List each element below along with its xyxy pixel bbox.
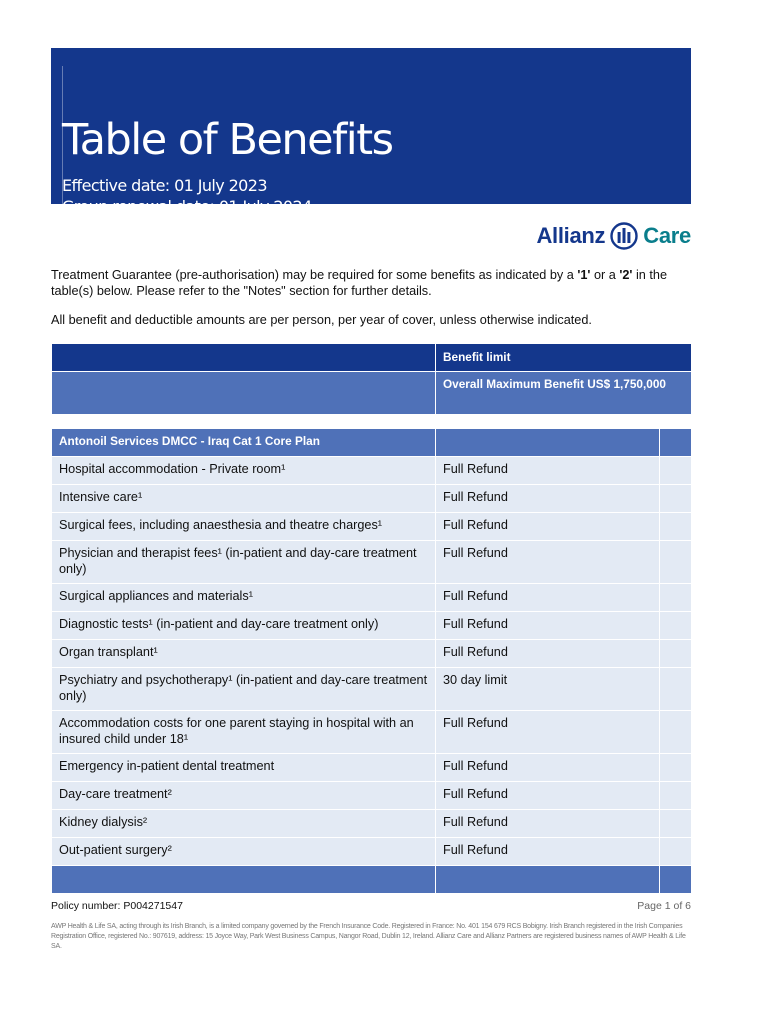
table-row <box>52 640 692 668</box>
benefit-name: Day-care treatment² <box>52 782 436 810</box>
policy-number: Policy number: P004271547 <box>51 900 183 912</box>
benefit-name: Psychiatry and psychotherapy¹ (in-patient and day-care treatment only) <box>52 668 436 711</box>
plan-header-extra <box>660 429 692 457</box>
benefit-extra <box>660 838 692 866</box>
benefit-extra <box>660 612 692 640</box>
summary-table <box>51 343 692 415</box>
legal-disclaimer: AWP Health & Life SA, acting through its Irish Branch, is a limited company governed by the French Insurance Code. Registered in France: No. 401 154 679 RCS Bobigny. Irish Branch registered in the Irish Companies Registration Office, registered No.: 907619, address: 15 Joyce Way, Park West Business Campus, Nangor Road, Dublin 12, Ireland. Allianz Care and Allianz Partners are registered business names of AWP Health & Life SA. <box>51 923 686 950</box>
benefit-limit: 30 day limit <box>436 668 660 711</box>
benefit-limit: Full Refund <box>436 838 660 866</box>
page-number: Page 1 of 6 <box>637 900 691 912</box>
effective-date: Effective date: 01 July 2023 <box>62 176 267 195</box>
overall-maximum-row <box>52 372 692 415</box>
table-row <box>52 485 692 513</box>
table-row <box>52 754 692 782</box>
summary-header-row <box>52 344 692 372</box>
plan-footer-cell <box>52 866 436 894</box>
table-row <box>52 782 692 810</box>
plan-table <box>51 428 692 894</box>
benefit-extra <box>660 457 692 485</box>
table-row <box>52 541 692 584</box>
benefit-extra <box>660 485 692 513</box>
benefit-limit: Full Refund <box>436 457 660 485</box>
benefit-extra <box>660 541 692 584</box>
benefit-extra <box>660 640 692 668</box>
benefit-extra <box>660 810 692 838</box>
benefit-name: Organ transplant¹ <box>52 640 436 668</box>
table-row <box>52 711 692 754</box>
benefit-extra <box>660 584 692 612</box>
benefit-extra <box>660 513 692 541</box>
benefit-extra <box>660 711 692 754</box>
cover-note: All benefit and deductible amounts are per person, per year of cover, unless otherwise indicated. <box>51 313 592 327</box>
logo-brand: Allianz <box>536 223 606 248</box>
renewal-date: Group renewal date: 01 July 2024 <box>62 197 312 216</box>
table-row <box>52 584 692 612</box>
table-row <box>52 513 692 541</box>
benefit-name: Emergency in-patient dental treatment <box>52 754 436 782</box>
benefit-limit: Full Refund <box>436 640 660 668</box>
intro-mark-1: '1' <box>577 268 591 282</box>
intro-paragraph <box>51 268 691 299</box>
intro-text-part: or a <box>590 268 620 282</box>
benefit-limit: Full Refund <box>436 754 660 782</box>
plan-header-row <box>52 429 692 457</box>
intro-text-part: Treatment Guarantee (pre-authorisation) may be required for some benefits as indicated by a <box>51 268 578 282</box>
plan-footer-row <box>52 866 692 894</box>
benefit-limit: Full Refund <box>436 485 660 513</box>
allianz-care-logo <box>536 219 691 253</box>
table-row <box>52 668 692 711</box>
benefit-name: Accommodation costs for one parent staying in hospital with an insured child under 18¹ <box>52 711 436 754</box>
benefit-extra <box>660 754 692 782</box>
benefit-name: Physician and therapist fees¹ (in-patient and day-care treatment only) <box>52 541 436 584</box>
benefit-extra <box>660 668 692 711</box>
overall-maximum-benefit: Overall Maximum Benefit US$ 1,750,000 <box>436 372 692 415</box>
intro-text-part: in the table(s) below. Please refer to the "Notes" section for further details. <box>51 268 668 298</box>
benefit-name: Hospital accommodation - Private room¹ <box>52 457 436 485</box>
plan-footer-cell <box>436 866 660 894</box>
table-row <box>52 457 692 485</box>
title-banner <box>51 48 691 216</box>
plan-header-limit <box>436 429 660 457</box>
benefit-limit: Full Refund <box>436 782 660 810</box>
benefit-limit: Full Refund <box>436 810 660 838</box>
logo-product: Care <box>643 223 691 248</box>
page-title: Table of Benefits <box>62 115 393 165</box>
benefit-limit: Full Refund <box>436 584 660 612</box>
overall-maximum-empty <box>52 372 436 415</box>
summary-header-empty <box>52 344 436 372</box>
plan-footer-cell <box>660 866 692 894</box>
allianz-eagle-icon <box>610 222 638 250</box>
benefit-extra <box>660 782 692 810</box>
benefit-limit: Full Refund <box>436 612 660 640</box>
benefit-name: Surgical appliances and materials¹ <box>52 584 436 612</box>
benefit-limit-header: Benefit limit <box>436 344 692 372</box>
intro-mark-2: '2' <box>619 268 633 282</box>
benefit-limit: Full Refund <box>436 711 660 754</box>
benefit-name: Intensive care¹ <box>52 485 436 513</box>
benefit-limit: Full Refund <box>436 513 660 541</box>
benefit-name: Surgical fees, including anaesthesia and theatre charges¹ <box>52 513 436 541</box>
table-row <box>52 810 692 838</box>
table-row <box>52 838 692 866</box>
table-row <box>52 612 692 640</box>
benefit-name: Kidney dialysis² <box>52 810 436 838</box>
benefit-limit: Full Refund <box>436 541 660 584</box>
plan-name: Antonoil Services DMCC - Iraq Cat 1 Core Plan <box>52 429 436 457</box>
benefit-name: Out-patient surgery² <box>52 838 436 866</box>
benefit-name: Diagnostic tests¹ (in-patient and day-care treatment only) <box>52 612 436 640</box>
